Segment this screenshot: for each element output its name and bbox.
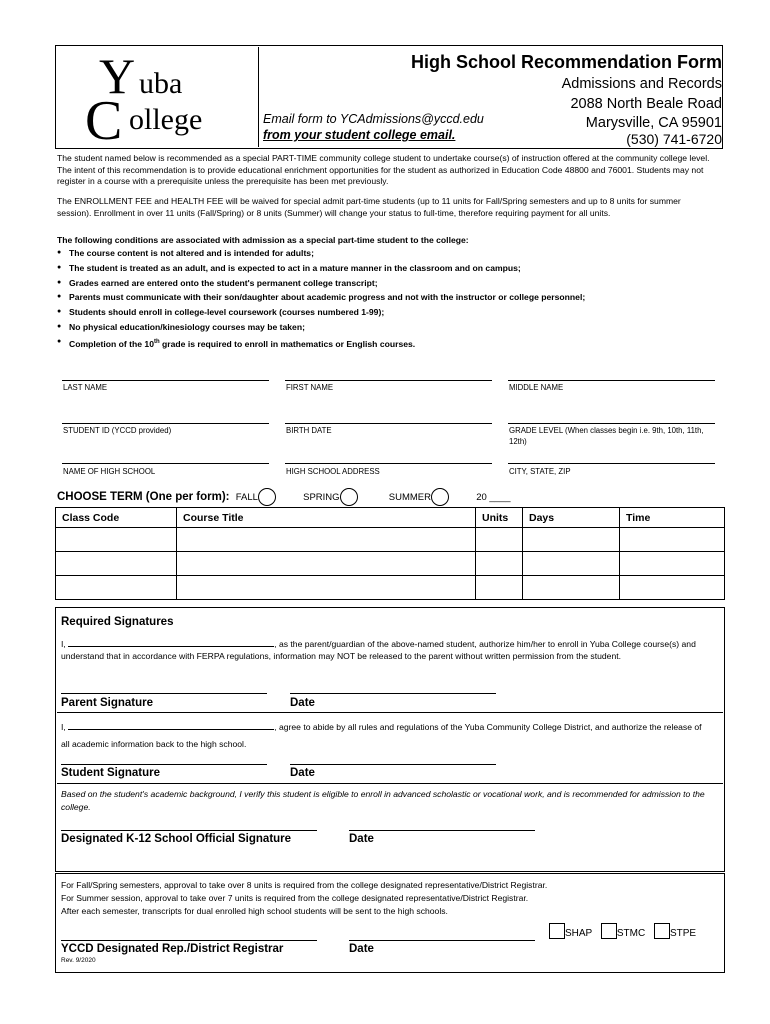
condition-item: ● Students should enroll in college-level coursework (courses numbered 1-99); (57, 305, 717, 320)
class-table (55, 507, 725, 600)
student-signature-line[interactable] (61, 764, 267, 765)
form-title: High School Recommendation Form (410, 52, 722, 72)
condition-item: ● The student is treated as an adult, and is expected to act in a mature manner in the classroom and on campus; (57, 261, 717, 276)
days-cell[interactable] (523, 528, 620, 552)
street-address: 2088 North Beale Road (570, 96, 722, 112)
student-id-label: STUDENT ID (YCCD provided) (63, 426, 172, 435)
fee-paragraph: The ENROLLMENT FEE and HEALTH FEE will be waived for special admit part-time students (up to 11 units for Fall/Spring semesters and up to 8 units for summer session). Enrollment in over 11 units (Fall/Spring) or 8 units (Summer) will change your status to full-time, therefore requiring payment for all units. (57, 196, 681, 218)
city-state-zip-field[interactable] (508, 463, 715, 464)
rep-date-line[interactable] (349, 940, 535, 941)
table-row (56, 528, 725, 552)
high-school-field[interactable] (62, 463, 269, 464)
campus-options (549, 923, 696, 939)
signatures-heading: Required Signatures (61, 616, 174, 628)
units-cell[interactable] (476, 576, 523, 600)
official-signature-line[interactable] (61, 830, 317, 831)
email-instruction: Email form to YCAdmissions@yccd.edu (263, 112, 484, 126)
fall-label: FALL (235, 492, 258, 504)
approval-line-2: For Summer session, approval to take over 7 units is required from the college designated representative/District Registrar. (61, 893, 529, 903)
condition-item: ● The course content is not altered and is intended for adults; (57, 246, 717, 261)
parent-signature-line[interactable] (61, 693, 267, 694)
office-name: Admissions and Records (561, 76, 722, 92)
col-days: Days (523, 508, 620, 528)
parent-name-input[interactable] (68, 637, 274, 647)
email-note: from your student college email. (263, 128, 456, 142)
student-statement: I, , agree to abide by all rules and regulations of the Yuba Community College District, and authorize the release of all academic information back to the high school. (61, 722, 702, 749)
conditions-heading: The following conditions are associated with admission as a special part-time student to the college: (57, 235, 469, 245)
svg-text:ollege: ollege (129, 103, 203, 136)
stmc-label: STMC (616, 928, 646, 939)
revision-date: Rev. 9/2020 (61, 957, 96, 964)
logo-area (57, 47, 259, 147)
shap-checkbox[interactable] (549, 923, 565, 939)
approval-line-1: For Fall/Spring semesters, approval to take over 8 units is required from the college designated representative/District Registrar. (61, 880, 548, 890)
svg-text:C: C (85, 90, 123, 145)
parent-date-label: Date (290, 697, 315, 709)
condition-item: ● Grades earned are entered onto the student's permanent college transcript; (57, 276, 717, 291)
student-name-input[interactable] (68, 720, 274, 730)
intro-paragraph: The student named below is recommended as a special PART-TIME community college student to undertake course(s) of instruction offered at the community college level. The intent of this recommendation is to provide educational enrichment opportunities for the student as authorized in Education Code 48800 and 76001. Students may not register in a course with a prerequisite unless the prerequisite has been met previously. (57, 153, 710, 187)
class-code-cell[interactable] (56, 528, 177, 552)
spring-label: SPRING (303, 492, 340, 504)
first-name-field[interactable] (285, 380, 492, 381)
student-signature-label: Student Signature (61, 767, 161, 779)
time-cell[interactable] (620, 576, 725, 600)
fall-radio[interactable] (258, 488, 276, 506)
official-signature-label: Designated K-12 School Official Signature (61, 833, 292, 845)
parent-date-line[interactable] (290, 693, 496, 694)
spring-radio[interactable] (340, 488, 358, 506)
stmc-checkbox[interactable] (601, 923, 617, 939)
high-school-label: NAME OF HIGH SCHOOL (63, 467, 156, 476)
term-label: CHOOSE TERM (One per form): (57, 491, 230, 504)
summer-radio[interactable] (431, 488, 449, 506)
class-code-cell[interactable] (56, 552, 177, 576)
student-date-label: Date (290, 767, 315, 779)
student-date-line[interactable] (290, 764, 496, 765)
divider (57, 783, 723, 784)
official-date-label: Date (349, 833, 374, 845)
grade-level-field[interactable] (508, 423, 715, 424)
stpe-checkbox[interactable] (654, 923, 670, 939)
time-cell[interactable] (620, 528, 725, 552)
units-cell[interactable] (476, 552, 523, 576)
birth-date-field[interactable] (285, 423, 492, 424)
course-title-cell[interactable] (177, 576, 476, 600)
col-units: Units (476, 508, 523, 528)
first-name-label: FIRST NAME (286, 383, 334, 392)
conditions-list (57, 246, 717, 351)
city-address: Marysville, CA 95901 (585, 115, 722, 131)
table-row (56, 576, 725, 600)
col-time: Time (620, 508, 725, 528)
student-id-field[interactable] (62, 423, 269, 424)
yuba-college-logo (57, 47, 257, 145)
condition-item: ● Parents must communicate with their son/daughter about academic progress and not with the instructor or college personnel; (57, 290, 717, 305)
stpe-label: STPE (669, 928, 697, 939)
table-row (56, 552, 725, 576)
days-cell[interactable] (523, 576, 620, 600)
approval-line-3: After each semester, transcripts for dual enrolled high school students will be sent to the high schools. (61, 906, 448, 916)
parent-signature-label: Parent Signature (61, 697, 154, 709)
term-year[interactable]: 20 ____ (476, 492, 511, 504)
last-name-label: LAST NAME (63, 383, 108, 392)
svg-text:uba: uba (139, 67, 183, 100)
city-state-zip-label: CITY, STATE, ZIP (509, 467, 571, 476)
rep-signature-label: YCCD Designated Rep./District Registrar (61, 943, 284, 955)
time-cell[interactable] (620, 552, 725, 576)
hs-address-field[interactable] (285, 463, 492, 464)
col-course-title: Course Title (177, 508, 476, 528)
last-name-field[interactable] (62, 380, 269, 381)
official-date-line[interactable] (349, 830, 535, 831)
units-cell[interactable] (476, 528, 523, 552)
parent-statement: I, , as the parent/guardian of the above-named student, authorize him/her to enroll in Yuba College course(s) and understand that in accordance with FERPA regulations, information may NOT be released to the parent without written permission from the student. (61, 639, 696, 661)
middle-name-label: MIDDLE NAME (509, 383, 564, 392)
divider (57, 712, 723, 713)
rep-date-label: Date (349, 943, 374, 955)
summer-label: SUMMER (388, 492, 431, 504)
shap-label: SHAP (565, 928, 593, 939)
rep-signature-line[interactable] (61, 940, 317, 941)
phone-number: (530) 741-6720 (626, 131, 722, 147)
term-selector (57, 488, 511, 506)
days-cell[interactable] (523, 552, 620, 576)
birth-date-label: BIRTH DATE (286, 426, 332, 435)
hs-address-label: HIGH SCHOOL ADDRESS (286, 467, 380, 476)
svg-text:Y: Y (99, 48, 136, 104)
course-title-cell[interactable] (177, 528, 476, 552)
condition-item: ● No physical education/kinesiology courses may be taken; (57, 320, 717, 335)
class-code-cell[interactable] (56, 576, 177, 600)
course-title-cell[interactable] (177, 552, 476, 576)
condition-item: ● Completion of the 10th grade is required to enroll in mathematics or English courses. (57, 335, 717, 352)
middle-name-field[interactable] (508, 380, 715, 381)
grade-level-label: GRADE LEVEL (When classes begin i.e. 9th, 10th, 11th, 12th) (509, 426, 704, 446)
table-header-row (56, 508, 725, 528)
official-statement: Based on the student's academic background, I verify this student is eligible to enroll in advanced scholastic or vocational work, and is recommended for admission to the college. (61, 789, 705, 812)
col-class-code: Class Code (56, 508, 177, 528)
